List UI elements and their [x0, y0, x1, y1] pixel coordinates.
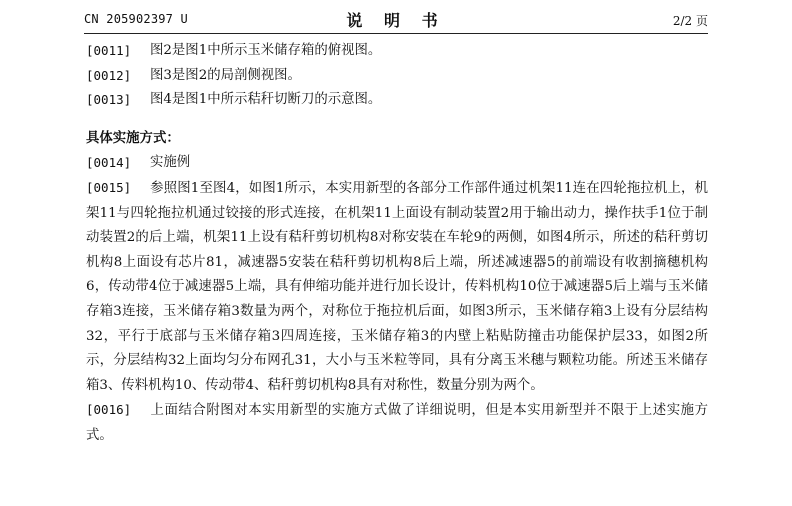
paragraph-text: 图2是图1中所示玉米储存箱的俯视图。 — [150, 43, 382, 58]
paragraph-tag: [0016] — [86, 402, 132, 418]
paragraph-0013 — [86, 88, 708, 113]
paragraph-tag: [0014] — [86, 155, 132, 171]
paragraph-tag: [0015] — [86, 179, 132, 195]
paragraph-0014 — [86, 151, 708, 176]
paragraph-text: 上面结合附图对本实用新型的实施方式做了详细说明，但是本实用新型并不限于上述实施方式。 — [86, 403, 708, 443]
paragraph-text: 实施例 — [150, 155, 191, 171]
page-header — [84, 8, 708, 32]
paragraph-text: 图3是图2的局剖侧视图。 — [150, 67, 301, 83]
doc-title: 说 明 书 — [346, 11, 446, 30]
paragraph-tag: [0011] — [86, 43, 132, 58]
paragraph-text: 参照图1至图4，如图1所示，本实用新型的各部分工作部件通过机架11连在四轮拖拉机上，机架11与四轮拖拉机通过铰接的形式连接，在机架11上面设有制动装置2用于输出动力，操作扶手1位于制动装置2的后上端，机架11上设有秸秆剪切机构8对称安装在车轮9的两侧，如图4所示，所述的秸秆剪切机构8上面设有芯片81，减速器5安装在秸秆剪切机构8后上端，所述减速器5的前端设有收割摘穗机构6，传动带4位于减速器5上端，具有伸缩功能并进行加长设计，传料机构10位于减速器5后上端与玉米储存箱3连接，玉米储存箱3数量为两个，对称位于拖拉机后面，如图3所示，玉米储存箱3上设有分层结构32，平行于底部与玉米储存箱3四周连接，玉米储存箱3的内壁上粘贴防撞击功能保护层33，如图2所示，分层结构32上面均匀分布网孔31，大小与玉米粒等同，具有分离玉米穗与颗粒功能。所述玉米储存箱3、传料机构10、传动带4、秸秆剪切机构8具有对称性，数量分别为两个。 — [86, 180, 708, 393]
document-body — [86, 39, 708, 449]
paragraph-0012 — [86, 64, 708, 89]
paragraph-text: 图4是图1中所示秸秆切断刀的示意图。 — [150, 92, 382, 108]
header-divider — [84, 33, 708, 34]
paragraph-0011 — [86, 39, 708, 64]
paragraph-tag: [0012] — [86, 67, 132, 83]
paragraph-0016 — [86, 398, 708, 448]
doc-number: CN 205902397 U — [84, 12, 188, 26]
paragraph-tag: [0013] — [86, 92, 132, 108]
page-number: 2/2 页 — [672, 14, 708, 28]
paragraph-0015 — [86, 176, 708, 398]
section-heading: 具体实施方式： — [86, 130, 180, 146]
